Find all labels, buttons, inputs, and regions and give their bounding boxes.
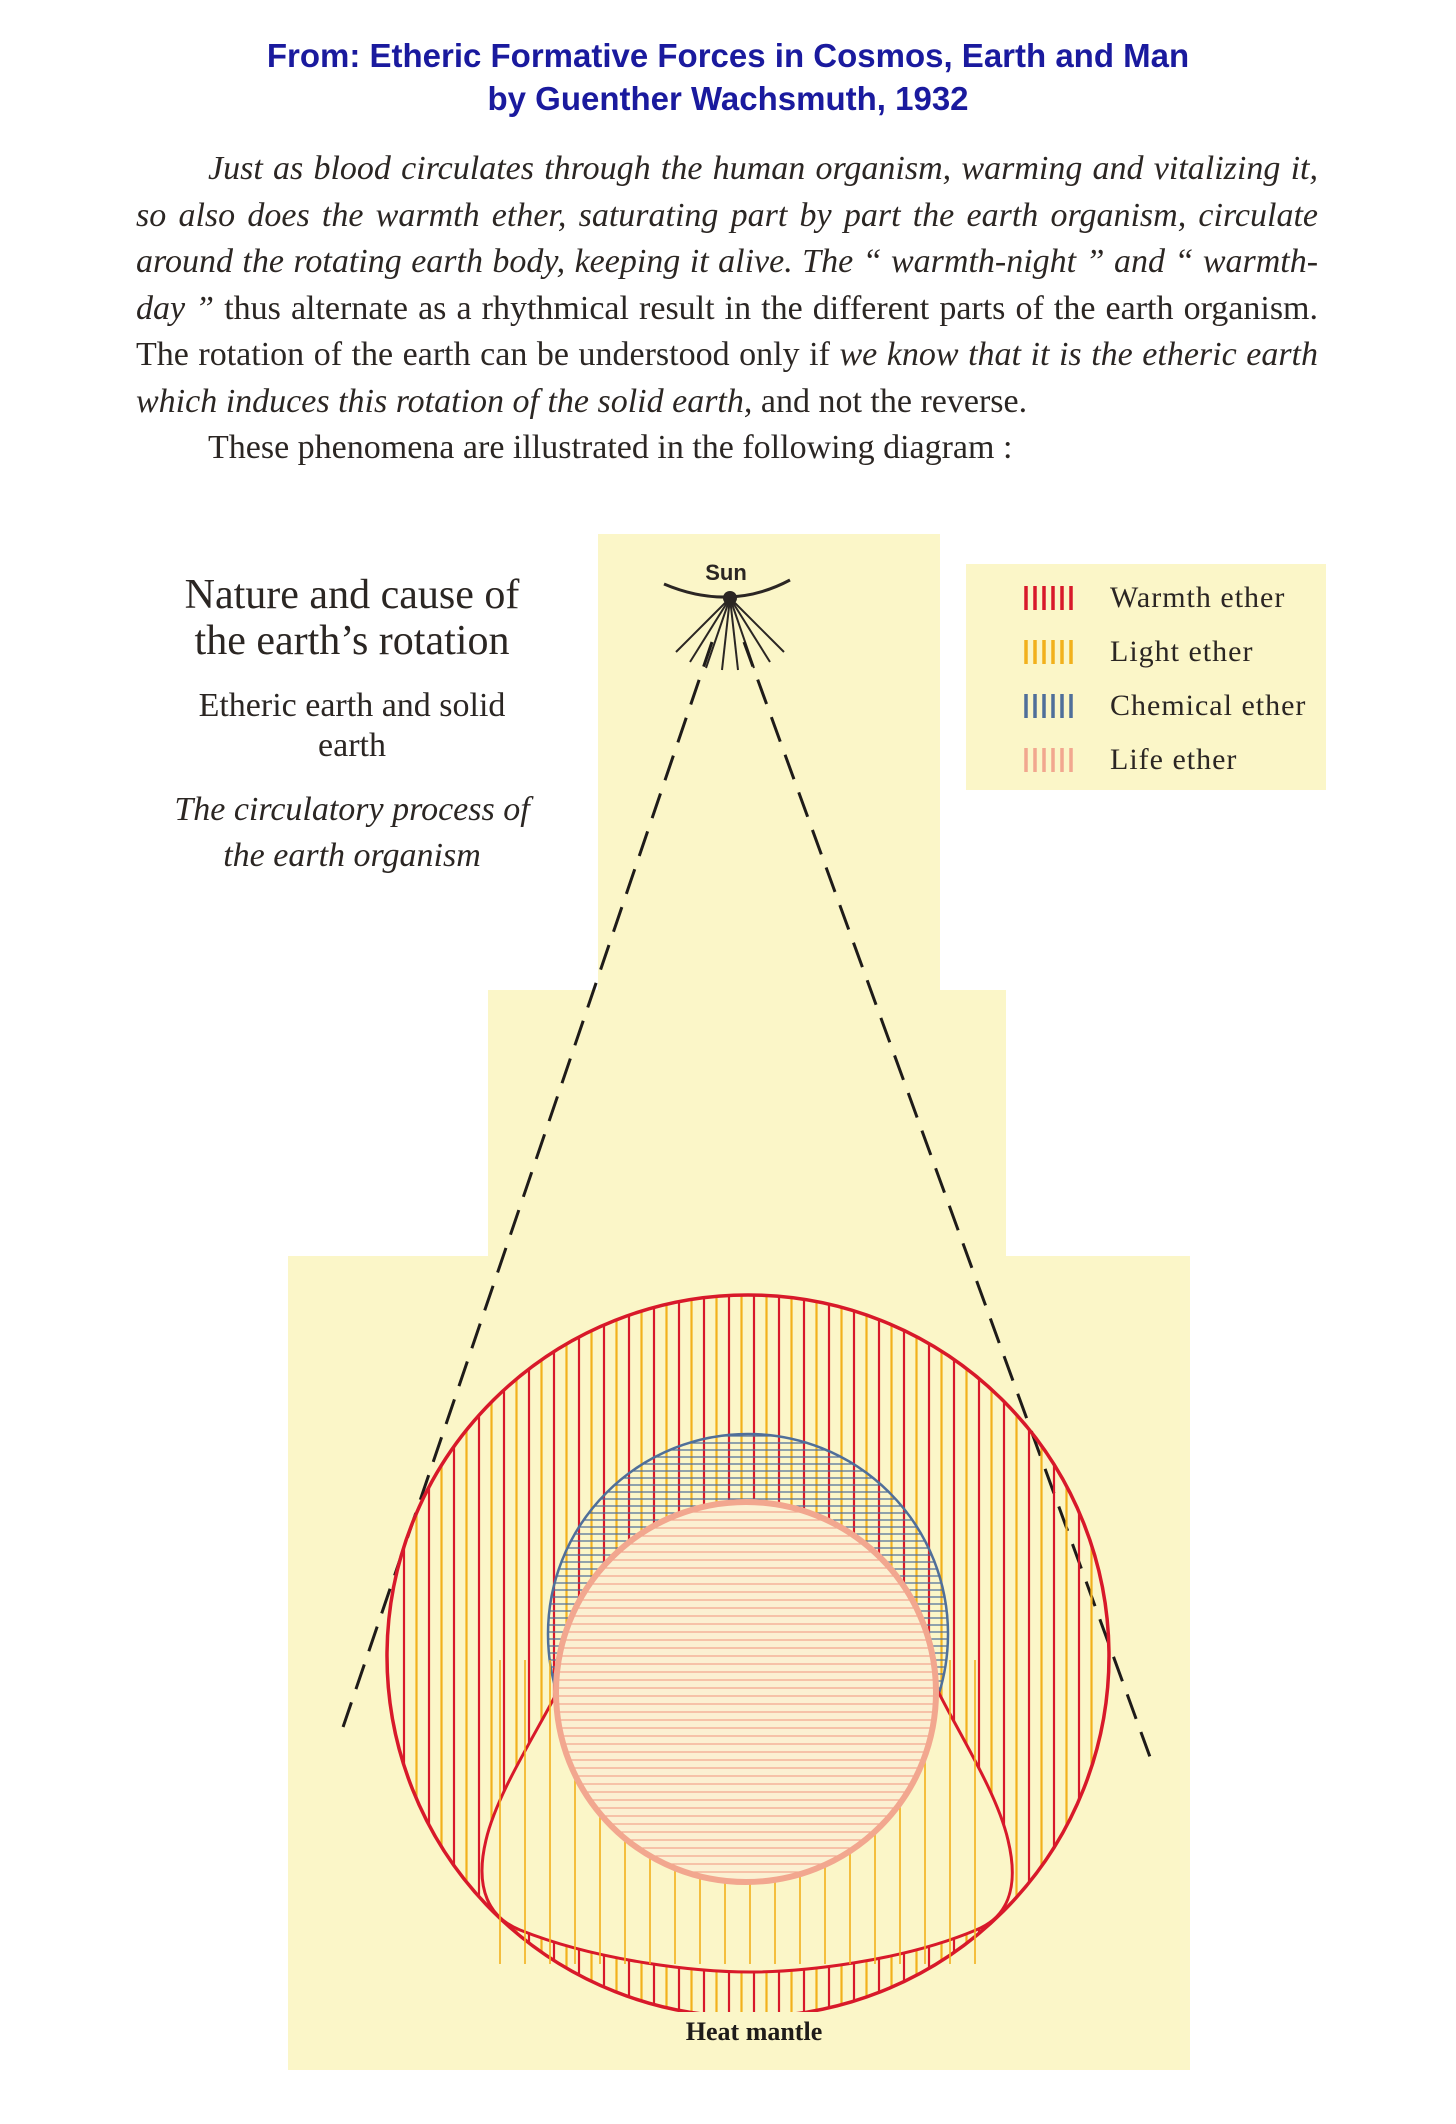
intro-warmth-night: “ warmth-night ” <box>862 243 1105 280</box>
legend-item-chemical <box>1022 686 1306 726</box>
intro-the: The <box>802 243 854 280</box>
source-title: From: Etheric Formative Forces in Cosmos, Earth and Man <box>266 37 1190 74</box>
intro-sentence-1: Just as blood circulates through the human organism, warming and vitalizing it, so also does the warmth ether, saturating part by part the earth organism, circulate around the rotating earth body, keeping it alive. <box>136 150 1318 280</box>
figure-title <box>134 572 570 664</box>
figure-italic-line-2: the earth organism <box>223 837 481 874</box>
figure-subtitle <box>134 686 570 766</box>
intro-warmth-day: “ warmth-day ” <box>136 243 1319 327</box>
intro-and: and <box>1113 243 1165 280</box>
sun-label: Sun <box>705 560 747 585</box>
legend-item-light <box>1022 632 1253 672</box>
intro-sentence-4: and not the reverse. <box>760 382 1028 420</box>
heat-mantle-label: Heat mantle <box>685 2017 823 2046</box>
light-swatch-icon <box>1022 638 1078 666</box>
warmth-swatch-icon <box>1022 584 1078 612</box>
intro-sentence-3: we know that it is the etheric earth which induces this rotation of the solid earth, <box>136 336 1318 420</box>
sun-rays <box>676 598 784 670</box>
life-swatch-icon <box>1022 746 1078 774</box>
intro-caption: These phenomena are illustrated in the following diagram : <box>208 429 1013 466</box>
figure-subtitle-line-2: earth <box>318 727 386 764</box>
ether-legend <box>966 564 1326 790</box>
legend-label-life: Life ether <box>1110 743 1238 776</box>
life-ether-sphere <box>556 1502 936 1882</box>
figure-italic-line-1: The circulatory process of <box>174 791 530 828</box>
legend-label-light: Light ether <box>1110 635 1254 668</box>
figure-title-line-1: Nature and cause of <box>184 572 520 618</box>
figure-subtitle-line-1: Etheric earth and solid <box>198 687 506 724</box>
intro-sentence-2: thus alternate as a rhythmical result in the different parts of the earth organism. The rotation of the earth can be understood only if <box>136 289 1318 373</box>
source-author: by Guenther Wachsmuth, 1932 <box>487 80 969 117</box>
legend-label-warmth: Warmth ether <box>1110 581 1286 614</box>
legend-label-chemical: Chemical ether <box>1110 689 1307 722</box>
legend-item-warmth <box>1022 578 1285 618</box>
chemical-swatch-icon <box>1022 692 1078 720</box>
legend-item-life <box>1022 740 1237 780</box>
figure-title-line-2: the earth’s rotation <box>194 618 510 664</box>
figure-italic-caption <box>134 787 570 879</box>
